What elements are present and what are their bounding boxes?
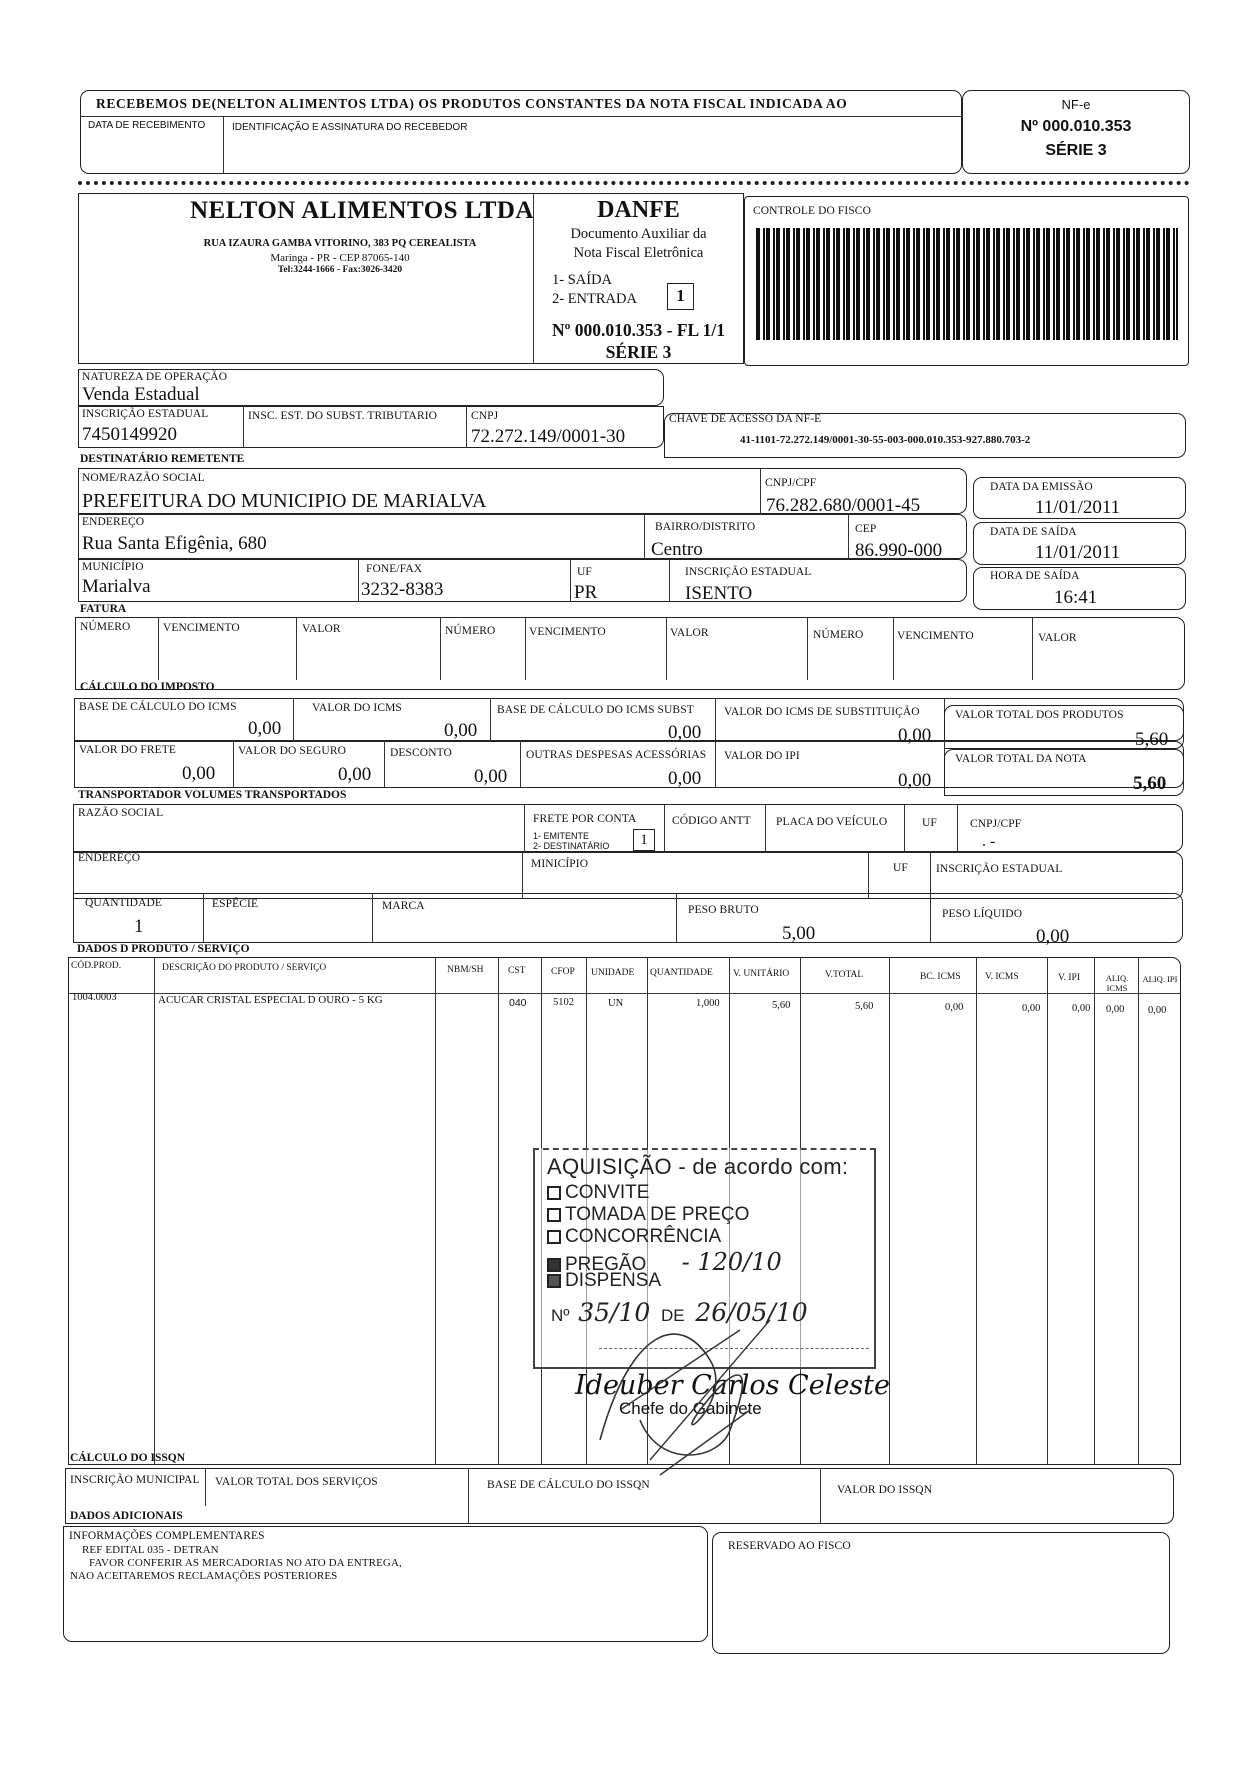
- issqn-valor-label: VALOR DO ISSQN: [837, 1484, 933, 1496]
- dest-saida: 11/01/2011: [1035, 542, 1121, 563]
- prod-quantidade: 1,000: [696, 998, 720, 1009]
- barcode-bar: [1103, 228, 1105, 340]
- barcode-bar: [866, 228, 870, 340]
- prod-h-aliqipi: ALIQ. IPI: [1142, 974, 1178, 984]
- barcode-bar: [1063, 228, 1065, 340]
- dispensa-checkbox: [547, 1274, 561, 1288]
- issqn-total-label: VALOR TOTAL DOS SERVIÇOS: [215, 1476, 378, 1488]
- signer-name: Ideuber Carlos Celeste: [575, 1370, 890, 1401]
- prod-aliqipi: 0,00: [1148, 1005, 1167, 1016]
- issqn-municipal-label: INSCRIÇÃO MUNICIPAL: [70, 1474, 200, 1486]
- frete-conta-label: FRETE POR CONTA: [533, 813, 637, 825]
- dest-cnpj-label: CNPJ/CPF: [765, 477, 817, 489]
- transp-endereco-label: ENDEREÇO: [78, 852, 141, 864]
- cnpj-label: CNPJ: [471, 410, 499, 422]
- transp-row2-box: [73, 852, 1183, 899]
- frete-opt2: 2- DESTINATÁRIO: [533, 841, 610, 851]
- info-line-2: FAVOR CONFERIR AS MERCADORIAS NO ATO DA ENTREGA,: [89, 1557, 402, 1569]
- valor-icms: 0,00: [444, 720, 478, 741]
- fatura-h3: VALOR: [302, 623, 341, 635]
- prod-h-cfop: CFOP: [551, 967, 575, 977]
- barcode-bar: [863, 228, 865, 340]
- barcode-bar: [786, 228, 790, 340]
- barcode-bar: [1076, 228, 1080, 340]
- dest-endereco: Rua Santa Efigênia, 680: [82, 533, 267, 554]
- prod-h-aliqicms: ALIQ. ICMS: [1105, 973, 1129, 993]
- barcode-bar: [976, 228, 980, 340]
- barcode-bar: [1153, 228, 1155, 340]
- barcode-bar: [833, 228, 835, 340]
- barcode-bar: [756, 228, 760, 340]
- barcode-bar: [1093, 228, 1095, 340]
- peso-liquido: 0,00: [1036, 926, 1070, 947]
- placa-label: PLACA DO VEÍCULO: [776, 816, 888, 828]
- dest-emissao: 11/01/2011: [1035, 497, 1121, 518]
- barcode-bar: [1156, 228, 1160, 340]
- pregao-handwritten: - 120/10: [681, 1248, 782, 1276]
- total-produtos-label: VALOR TOTAL DOS PRODUTOS: [955, 709, 1124, 721]
- emitente-address-1: RUA IZAURA GAMBA VITORINO, 383 PQ CEREALISTA: [203, 238, 477, 249]
- dest-fone: 3232-8383: [361, 579, 444, 600]
- barcode-bar: [763, 228, 765, 340]
- prod-h-vtotal: V.TOTAL: [825, 970, 864, 980]
- barcode-bar: [826, 228, 830, 340]
- peso-liquido-label: PESO LÍQUIDO: [942, 908, 1023, 920]
- dest-nome: PREFEITURA DO MUNICIPIO DE MARIALVA: [82, 490, 487, 512]
- barcode-bar: [803, 228, 805, 340]
- info-complementares-label: INFORMAÇÕES COMPLEMENTARES: [69, 1530, 265, 1542]
- danfe-number: Nº 000.010.353 - FL 1/1: [551, 320, 725, 340]
- barcode-bar: [776, 228, 780, 340]
- antt-label: CÓDIGO ANTT: [672, 815, 751, 827]
- base-subst-label: BASE DE CÁLCULO DO ICMS SUBST: [497, 704, 694, 716]
- stamp-title: AQUISIÇÃO - de acordo com:: [547, 1154, 849, 1179]
- prod-h-unidade: UNIDADE: [591, 968, 635, 978]
- dest-bairro: Centro: [651, 539, 703, 560]
- barcode-bar: [1086, 228, 1090, 340]
- barcode-bar: [883, 228, 885, 340]
- seguro-label: VALOR DO SEGURO: [238, 745, 346, 757]
- barcode-bar: [1166, 228, 1170, 340]
- barcode-bar: [1003, 228, 1005, 340]
- prod-h-bcicms: BC. ICMS: [920, 972, 961, 982]
- barcode-bar: [873, 228, 875, 340]
- prod-cfop: 5102: [553, 997, 574, 1008]
- prod-h-vipi: V. IPI: [1058, 973, 1080, 983]
- signature-scribble: [560, 1290, 820, 1480]
- barcode-bar: [783, 228, 785, 340]
- barcode-bar: [1083, 228, 1085, 340]
- quantidade-label: QUANTIDADE: [85, 897, 163, 909]
- stamp-opt-convite: [547, 1182, 649, 1204]
- prod-cod: 1004.0003: [72, 992, 117, 1003]
- dest-uf: PR: [574, 582, 598, 603]
- natureza-label: NATUREZA DE OPERAÇÃO: [82, 371, 228, 383]
- barcode-bar: [893, 228, 895, 340]
- insc-subst-label: INSC. EST. DO SUBST. TRIBUTARIO: [248, 410, 438, 422]
- chave-value: 41-1101-72.272.149/0001-30-55-003-000.010.353-927.880.703-2: [740, 434, 1031, 446]
- dest-endereco-label: ENDEREÇO: [82, 516, 145, 528]
- barcode-bar: [823, 228, 825, 340]
- quantidade: 1: [134, 916, 144, 937]
- valor-subst: 0,00: [898, 725, 932, 746]
- barcode: [756, 228, 1178, 340]
- dest-hora-label: HORA DE SAÍDA: [990, 570, 1080, 582]
- seguro: 0,00: [338, 764, 372, 785]
- barcode-bar: [793, 228, 795, 340]
- prod-bcicms: 0,00: [945, 1002, 964, 1013]
- prod-h-quantidade: QUANTIDADE: [650, 968, 713, 978]
- nfe-label: NF-e: [1061, 97, 1091, 112]
- prod-h-cst: CST: [508, 966, 526, 976]
- razao-social-label: RAZÃO SOCIAL: [78, 807, 164, 819]
- dest-fone-label: FONE/FAX: [366, 563, 423, 575]
- stamp-opt-dispensa-label: DISPENSA: [565, 1270, 662, 1291]
- emitente-address-3: Tel:3244-1666 - Fax:3026-3420: [277, 265, 403, 275]
- stamp-num-handwritten: 35/10: [578, 1298, 651, 1327]
- identificacao-label: IDENTIFICAÇÃO E ASSINATURA DO RECEBEDOR: [232, 122, 468, 133]
- barcode-bar: [876, 228, 880, 340]
- stamp-opt-tomada-label: TOMADA DE PREÇO: [565, 1204, 750, 1225]
- frete-value: 1: [640, 832, 648, 848]
- dest-bairro-label: BAIRRO/DISTRITO: [655, 521, 756, 533]
- barcode-bar: [903, 228, 905, 340]
- barcode-bar: [1023, 228, 1025, 340]
- danfe-title: DANFE: [597, 197, 680, 223]
- fatura-h1: NÚMERO: [80, 621, 131, 633]
- barcode-bar: [1126, 228, 1130, 340]
- total-produtos: 5,60: [1135, 729, 1169, 750]
- prod-h-nbm: NBM/SH: [447, 965, 484, 975]
- barcode-bar: [926, 228, 930, 340]
- barcode-bar: [1033, 228, 1035, 340]
- tomada-checkbox: [547, 1208, 561, 1222]
- prod-vicms: 0,00: [1022, 1003, 1041, 1014]
- frete: 0,00: [182, 763, 216, 784]
- signer-role: Chefe do Gabinete: [619, 1399, 762, 1418]
- valor-subst-label: VALOR DO ICMS DE SUBSTITUIÇÃO: [724, 706, 920, 718]
- barcode-bar: [1116, 228, 1120, 340]
- adicionais-section: DADOS ADICIONAIS: [70, 1510, 183, 1522]
- barcode-bar: [953, 228, 955, 340]
- barcode-bar: [846, 228, 850, 340]
- controle-fisco-label: CONTROLE DO FISCO: [753, 205, 871, 217]
- fatura-h8: VENCIMENTO: [897, 630, 974, 642]
- prod-h-cod: CÓD.PROD.: [71, 961, 122, 971]
- outras-label: OUTRAS DESPESAS ACESSÓRIAS: [526, 749, 707, 761]
- barcode-bar: [806, 228, 810, 340]
- stamp-opt-convite-label: CONVITE: [565, 1182, 650, 1203]
- total-nota: 5,60: [1133, 773, 1167, 794]
- barcode-bar: [766, 228, 770, 340]
- imposto-section: CÁLCULO DO IMPOSTO: [80, 681, 215, 693]
- danfe-tipo: 1: [676, 286, 685, 305]
- fatura-section: FATURA: [80, 603, 127, 615]
- dest-emissao-label: DATA DA EMISSÃO: [990, 481, 1093, 493]
- emitente-address-2: Maringa - PR - CEP 87065-140: [270, 252, 410, 264]
- barcode-bar: [913, 228, 915, 340]
- barcode-bar: [1133, 228, 1135, 340]
- produtos-section: DADOS D PRODUTO / SERVIÇO: [77, 943, 250, 955]
- stamp-date-handwritten: 26/05/10: [695, 1298, 808, 1327]
- prod-vipi: 0,00: [1072, 1003, 1091, 1014]
- stamp-opt-concorrencia-label: CONCORRÊNCIA: [565, 1226, 722, 1247]
- barcode-bar: [1046, 228, 1050, 340]
- outras: 0,00: [668, 768, 702, 789]
- barcode-bar: [1016, 228, 1020, 340]
- base-icms-label: BASE DE CÁLCULO DO ICMS: [79, 701, 237, 713]
- barcode-bar: [1013, 228, 1015, 340]
- barcode-bar: [1073, 228, 1075, 340]
- barcode-bar: [946, 228, 950, 340]
- barcode-bar: [966, 228, 970, 340]
- barcode-bar: [813, 228, 815, 340]
- stamp-num-prefix: Nº: [551, 1306, 570, 1325]
- dest-municipio-label: MUNICÍPIO: [82, 561, 144, 573]
- issqn-section: CÁLCULO DO ISSQN: [70, 1452, 186, 1464]
- barcode-bar: [1146, 228, 1150, 340]
- barcode-bar: [816, 228, 820, 340]
- fatura-h4: NÚMERO: [445, 625, 496, 637]
- frete-label: VALOR DO FRETE: [79, 744, 177, 756]
- barcode-bar: [1106, 228, 1110, 340]
- barcode-bar: [1143, 228, 1145, 340]
- receipt-text: RECEBEMOS DE(NELTON ALIMENTOS LTDA) OS PRODUTOS CONSTANTES DA NOTA FISCAL INDICADA AO: [96, 96, 848, 111]
- barcode-bar: [983, 228, 985, 340]
- inscricao-estadual-label: INSCRIÇÃO ESTADUAL: [82, 408, 209, 420]
- barcode-bar: [996, 228, 1000, 340]
- emitente-name: NELTON ALIMENTOS LTDA: [190, 197, 534, 224]
- barcode-bar: [1066, 228, 1070, 340]
- info-line-3: NAO ACEITAREMOS RECLAMAÇÕES POSTERIORES: [70, 1570, 338, 1582]
- prod-h-desc: DESCRIÇÃO DO PRODUTO / SERVIÇO: [162, 963, 327, 973]
- stamp-opt-tomada: [547, 1204, 749, 1226]
- cnpj-value: 72.272.149/0001-30: [471, 426, 626, 447]
- stamp-opt-dispensa: [547, 1270, 661, 1292]
- fatura-h2: VENCIMENTO: [163, 622, 240, 634]
- barcode-bar: [1026, 228, 1030, 340]
- prod-aliqicms: 0,00: [1106, 1004, 1125, 1015]
- stamp-opt-concorrencia: [547, 1226, 721, 1248]
- transp-ie-label: INSCRIÇÃO ESTADUAL: [936, 863, 1063, 875]
- barcode-bar: [916, 228, 920, 340]
- barcode-bar: [906, 228, 910, 340]
- dest-nome-label: NOME/RAZÃO SOCIAL: [82, 472, 205, 484]
- base-icms: 0,00: [248, 718, 282, 739]
- transp-uf2-label: UF: [893, 862, 908, 874]
- destinatario-section: DESTINATÁRIO REMETENTE: [80, 453, 245, 465]
- dest-cep-label: CEP: [855, 523, 877, 535]
- barcode-bar: [933, 228, 935, 340]
- transp-municipio-label: MINICÍPIO: [531, 858, 589, 870]
- barcode-bar: [1173, 228, 1175, 340]
- total-nota-label: VALOR TOTAL DA NOTA: [955, 753, 1087, 765]
- dest-uf-label: UF: [577, 566, 592, 578]
- ipi-label: VALOR DO IPI: [724, 750, 800, 762]
- barcode-bar: [856, 228, 860, 340]
- barcode-bar: [986, 228, 990, 340]
- frete-opt1: 1- EMITENTE: [533, 831, 590, 841]
- barcode-bar: [1113, 228, 1115, 340]
- barcode-bar: [943, 228, 945, 340]
- barcode-bar: [886, 228, 890, 340]
- danfe-serie: SÉRIE 3: [605, 342, 672, 362]
- barcode-bar: [836, 228, 840, 340]
- transp-cnpj-value: . -: [982, 833, 996, 850]
- especie-label: ESPÉCIE: [212, 898, 259, 910]
- fatura-h5: VENCIMENTO: [529, 626, 606, 638]
- barcode-bar: [1123, 228, 1125, 340]
- cut-line: [78, 181, 1190, 185]
- danfe-saida: 1- SAÍDA: [552, 272, 613, 288]
- reservado-fisco-label: RESERVADO AO FISCO: [728, 1540, 851, 1552]
- barcode-bar: [1176, 228, 1178, 340]
- base-subst: 0,00: [668, 722, 702, 743]
- barcode-bar: [853, 228, 855, 340]
- transp-uf-label: UF: [922, 817, 937, 829]
- barcode-bar: [1096, 228, 1100, 340]
- prod-vunit: 5,60: [772, 1000, 791, 1011]
- stamp-opt-pregao-label: PREGÃO: [565, 1254, 647, 1275]
- barcode-bar: [936, 228, 940, 340]
- desconto-label: DESCONTO: [390, 747, 452, 759]
- fatura-box: [75, 617, 1185, 690]
- fatura-h6: VALOR: [670, 627, 709, 639]
- dest-cep: 86.990-000: [855, 540, 943, 561]
- marca-label: MARCA: [382, 900, 425, 912]
- barcode-bar: [963, 228, 965, 340]
- inscricao-estadual-value: 7450149920: [82, 424, 177, 445]
- info-line-1: REF EDITAL 035 - DETRAN: [82, 1544, 219, 1556]
- chave-label: CHAVE DE ACESSO DA NF-E: [669, 413, 822, 425]
- stamp-de-label: DE: [661, 1306, 685, 1325]
- barcode-bar: [773, 228, 775, 340]
- valor-icms-label: VALOR DO ICMS: [312, 702, 402, 714]
- barcode-bar: [1136, 228, 1140, 340]
- barcode-bar: [1053, 228, 1055, 340]
- barcode-bar: [973, 228, 975, 340]
- dest-saida-label: DATA DE SAÍDA: [990, 526, 1077, 538]
- data-recebimento-label: DATA DE RECEBIMENTO: [88, 120, 206, 131]
- prod-unidade: UN: [608, 998, 624, 1009]
- desconto: 0,00: [474, 766, 508, 787]
- natureza-value: Venda Estadual: [82, 384, 200, 405]
- prod-h-vicms: V. ICMS: [985, 972, 1019, 982]
- prod-cst: 040: [509, 997, 527, 1009]
- danfe-tipo-box: [667, 283, 694, 310]
- barcode-bar: [1043, 228, 1045, 340]
- nfe-number: Nº 000.010.353: [1020, 118, 1132, 135]
- peso-bruto-label: PESO BRUTO: [688, 904, 759, 916]
- issqn-base-label: BASE DE CÁLCULO DO ISSQN: [487, 1479, 650, 1491]
- dest-municipio-box: [78, 559, 967, 602]
- barcode-bar: [1056, 228, 1060, 340]
- fatura-h7: NÚMERO: [813, 629, 864, 641]
- convite-checkbox: [547, 1186, 561, 1200]
- barcode-bar: [1163, 228, 1165, 340]
- prod-h-vunit: V. UNITÁRIO: [733, 969, 790, 979]
- dest-hora: 16:41: [1054, 587, 1098, 608]
- barcode-bar: [896, 228, 900, 340]
- danfe-subtitle-2: Nota Fiscal Eletrônica: [573, 245, 704, 261]
- transp-cnpj-label: CNPJ/CPF: [970, 818, 1022, 830]
- prod-desc: ACUCAR CRISTAL ESPECIAL D OURO - 5 KG: [158, 994, 383, 1006]
- fatura-h9: VALOR: [1038, 632, 1077, 644]
- peso-bruto: 5,00: [782, 923, 816, 944]
- barcode-bar: [796, 228, 800, 340]
- dest-cnpj: 76.282.680/0001-45: [766, 495, 921, 516]
- dest-municipio: Marialva: [82, 576, 151, 597]
- barcode-bar: [993, 228, 995, 340]
- barcode-bar: [843, 228, 845, 340]
- barcode-bar: [923, 228, 925, 340]
- nfe-serie: SÉRIE 3: [1045, 142, 1107, 159]
- barcode-bar: [1036, 228, 1040, 340]
- ipi: 0,00: [898, 770, 932, 791]
- transportador-section: TRANSPORTADOR VOLUMES TRANSPORTADOS: [78, 789, 347, 801]
- dest-ie-label: INSCRIÇÃO ESTADUAL: [685, 566, 812, 578]
- concorrencia-checkbox: [547, 1230, 561, 1244]
- prod-vtotal: 5,60: [855, 1001, 874, 1012]
- dest-ie: ISENTO: [685, 583, 753, 604]
- frete-value-box: [633, 829, 655, 851]
- barcode-bar: [956, 228, 960, 340]
- danfe-entrada: 2- ENTRADA: [552, 291, 637, 307]
- barcode-bar: [1006, 228, 1010, 340]
- danfe-subtitle-1: Documento Auxiliar da: [570, 226, 707, 242]
